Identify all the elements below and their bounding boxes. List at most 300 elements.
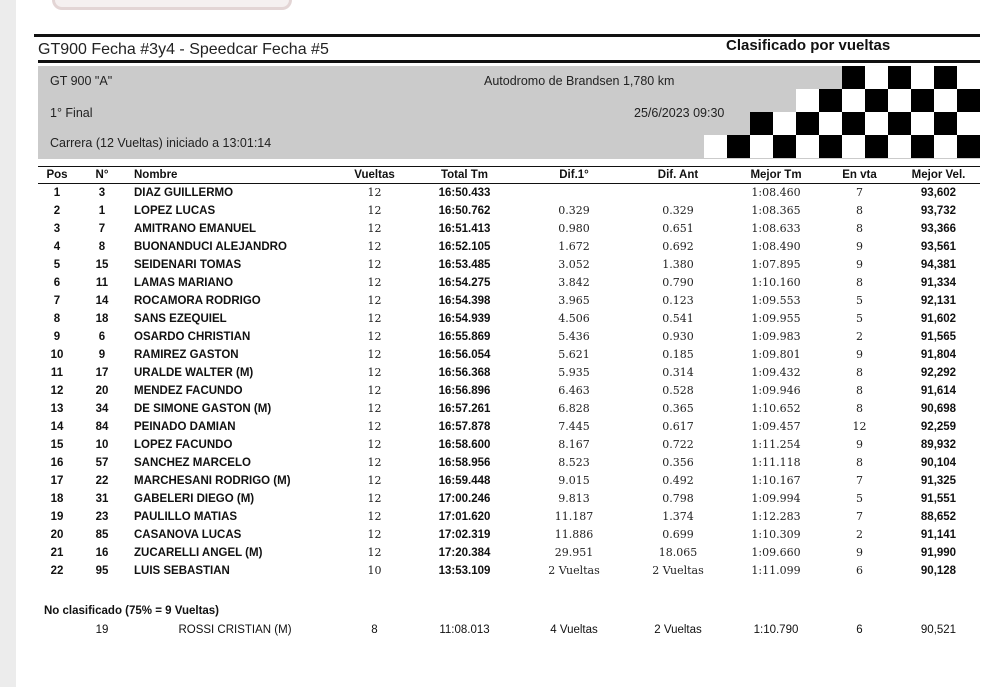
cell-diff-prev xyxy=(626,184,730,202)
col-header-name: Nombre xyxy=(128,167,342,184)
cell-total-time: 16:54.275 xyxy=(438,276,491,289)
cell-number: 57 xyxy=(95,456,109,469)
cell-in-lap: 8 xyxy=(856,222,863,235)
cell-in-lap: 6 xyxy=(856,564,863,577)
cell-name: CASANOVA LUCAS xyxy=(134,528,242,541)
cell-best-speed: 91,565 xyxy=(920,330,957,343)
cell-name: BUONANDUCI ALEJANDRO xyxy=(134,240,287,253)
datetime-label: 25/6/2023 09:30 xyxy=(634,106,725,120)
category-label: GT 900 "A" xyxy=(50,74,113,88)
table-row xyxy=(38,220,980,238)
table-row xyxy=(38,472,980,490)
cell-total-time: 11:08.013 xyxy=(439,624,490,636)
cell-in-lap: 7 xyxy=(856,474,863,487)
cell-pos: 7 xyxy=(53,294,61,307)
cell-name: PAULILLO MATIAS xyxy=(134,510,238,523)
cell-in-lap: 5 xyxy=(856,492,863,505)
cell-in-lap: 6 xyxy=(856,624,863,636)
cell-best-time: 1:12.283 xyxy=(751,510,801,523)
cell-diff-prev: 0.699 xyxy=(662,528,694,541)
flag-square xyxy=(934,112,957,135)
cell-number: 84 xyxy=(95,420,109,433)
flag-square xyxy=(957,135,980,158)
cell-name: PEINADO DAMIAN xyxy=(134,420,236,433)
flag-square xyxy=(865,66,888,89)
cell-number: 85 xyxy=(95,528,109,541)
table-row xyxy=(38,508,980,526)
table-row xyxy=(38,256,980,274)
cell-diff-prev: 0.528 xyxy=(662,384,694,397)
cell-diff-prev: 0.930 xyxy=(662,330,694,343)
cell-diff-first: 6.463 xyxy=(558,384,590,397)
cell-diff-first: 11.886 xyxy=(554,528,594,541)
cell-pos: 20 xyxy=(50,528,64,541)
flag-square xyxy=(773,135,796,158)
cell-diff-first: 4.506 xyxy=(558,312,590,325)
table-row xyxy=(38,454,980,472)
table-row xyxy=(38,202,980,220)
cell-pos: 9 xyxy=(53,330,61,343)
cell-best-speed: 93,561 xyxy=(920,240,957,253)
cell-name: ROCAMORA RODRIGO xyxy=(134,294,261,307)
cell-diff-prev: 0.492 xyxy=(662,474,694,487)
cell-in-lap: 7 xyxy=(856,510,863,523)
cell-number: 95 xyxy=(95,564,109,577)
cell-total-time: 16:58.600 xyxy=(438,438,491,451)
flag-square xyxy=(842,89,865,112)
flag-square xyxy=(842,135,865,158)
cell-best-speed: 91,334 xyxy=(920,276,957,289)
col-header-diff-first: Dif.1° xyxy=(522,167,626,184)
flag-square xyxy=(750,112,773,135)
race-info-label: Carrera (12 Vueltas) iniciado a 13:01:14 xyxy=(50,136,272,150)
cell-pos: 16 xyxy=(50,456,64,469)
cell-diff-prev: 2 Vueltas xyxy=(654,624,702,636)
cell-best-time: 1:11.254 xyxy=(751,438,801,451)
table-row xyxy=(38,346,980,364)
cell-best-time: 1:11.099 xyxy=(751,564,801,577)
cell-diff-first: 1.672 xyxy=(558,240,590,253)
not-classified-label: No clasificado (75% = 9 Vueltas) xyxy=(44,605,220,617)
cell-total-time: 17:02.319 xyxy=(438,528,491,541)
cell-laps: 12 xyxy=(367,546,382,559)
cell-best-speed: 91,325 xyxy=(920,474,957,487)
cell-name: DIAZ GUILLERMO xyxy=(134,186,234,199)
cell-best-speed: 91,614 xyxy=(920,384,957,397)
table-row xyxy=(38,364,980,382)
cell-pos: 14 xyxy=(50,420,64,433)
cell-best-speed: 92,131 xyxy=(920,294,957,307)
cell-number: 9 xyxy=(98,348,106,361)
flag-square xyxy=(911,112,934,135)
cell-in-lap: 8 xyxy=(856,276,863,289)
header-rule xyxy=(38,60,980,63)
cell-diff-prev: 1.374 xyxy=(662,510,694,523)
cell-pos: 15 xyxy=(50,438,64,451)
top-tab-edge xyxy=(52,0,292,10)
table-row xyxy=(38,544,980,562)
cell-total-time: 16:57.261 xyxy=(438,402,491,415)
cell-best-speed: 91,602 xyxy=(920,312,957,325)
cell-number: 19 xyxy=(95,624,109,636)
cell-laps: 8 xyxy=(371,624,378,636)
flag-square xyxy=(865,112,888,135)
cell-total-time: 16:56.054 xyxy=(438,348,491,361)
cell-total-time: 16:56.896 xyxy=(438,384,491,397)
cell-pos: 8 xyxy=(53,312,61,325)
cell-name: RAMIREZ GASTON xyxy=(134,348,239,361)
cell-number: 7 xyxy=(98,222,106,235)
col-header-best-speed: Mejor Vel. xyxy=(897,167,980,184)
cell-laps: 12 xyxy=(367,438,382,451)
cell-best-speed: 91,141 xyxy=(920,528,957,541)
cell-in-lap: 5 xyxy=(856,294,863,307)
flag-square xyxy=(865,135,888,158)
cell-best-time: 1:09.983 xyxy=(751,330,801,343)
cell-number: 1 xyxy=(98,204,106,217)
flag-square xyxy=(819,89,842,112)
cell-laps: 12 xyxy=(367,528,382,541)
cell-laps: 12 xyxy=(367,420,382,433)
flag-square xyxy=(796,89,819,112)
col-header-laps: Vueltas xyxy=(342,167,407,184)
cell-in-lap: 5 xyxy=(856,312,863,325)
table-row xyxy=(38,621,980,639)
cell-number: 14 xyxy=(95,294,109,307)
cell-laps: 12 xyxy=(367,492,382,505)
flag-square xyxy=(888,89,911,112)
cell-best-speed: 92,259 xyxy=(920,420,957,433)
cell-best-time: 1:09.955 xyxy=(751,312,801,325)
flag-square xyxy=(750,135,773,158)
flag-square xyxy=(957,89,980,112)
cell-best-time: 1:09.660 xyxy=(751,546,801,559)
flag-square xyxy=(819,112,842,135)
table-row xyxy=(38,274,980,292)
cell-best-time: 1:07.895 xyxy=(751,258,801,271)
cell-name: URALDE WALTER (M) xyxy=(134,366,254,379)
cell-name: LOPEZ LUCAS xyxy=(134,204,216,217)
cell-best-time: 1:10.790 xyxy=(753,624,799,636)
cell-pos: 12 xyxy=(50,384,64,397)
cell-diff-first: 29.951 xyxy=(554,546,594,559)
cell-name: MENDEZ FACUNDO xyxy=(134,384,243,397)
flag-square xyxy=(934,89,957,112)
cell-best-speed: 94,381 xyxy=(920,258,957,271)
cell-diff-prev: 0.329 xyxy=(662,204,694,217)
session-label: 1° Final xyxy=(50,106,93,120)
cell-laps: 12 xyxy=(367,384,382,397)
table-row xyxy=(38,310,980,328)
cell-number: 18 xyxy=(95,312,109,325)
cell-diff-prev: 0.314 xyxy=(662,366,694,379)
flag-square xyxy=(934,135,957,158)
cell-name: LUIS SEBASTIAN xyxy=(134,564,230,577)
cell-pos: 21 xyxy=(50,546,64,559)
cell-diff-prev: 0.798 xyxy=(662,492,694,505)
cell-total-time: 16:54.398 xyxy=(438,294,491,307)
cell-name: GABELERI DIEGO (M) xyxy=(134,492,255,505)
cell-number: 10 xyxy=(95,438,109,451)
cell-total-time: 16:55.869 xyxy=(438,330,491,343)
cell-total-time: 16:51.413 xyxy=(438,222,491,235)
cell-diff-first: 0.980 xyxy=(558,222,590,235)
flag-square xyxy=(819,135,842,158)
cell-pos: 19 xyxy=(50,510,64,523)
cell-in-lap: 8 xyxy=(856,366,863,379)
cell-number: 3 xyxy=(98,186,106,199)
cell-diff-first: 6.828 xyxy=(558,402,590,415)
cell-best-speed: 90,104 xyxy=(920,456,957,469)
cell-number: 11 xyxy=(95,276,109,289)
cell-pos: 13 xyxy=(50,402,64,415)
race-info-panel xyxy=(38,66,980,159)
cell-number: 16 xyxy=(95,546,109,559)
cell-diff-first xyxy=(522,184,626,202)
cell-laps: 12 xyxy=(367,366,382,379)
flag-square xyxy=(888,66,911,89)
cell-diff-first: 3.965 xyxy=(558,294,590,307)
checkered-flag-icon xyxy=(689,66,980,159)
flag-square xyxy=(796,112,819,135)
cell-pos: 2 xyxy=(53,204,61,217)
cell-laps: 12 xyxy=(367,456,382,469)
col-header-pos: Pos xyxy=(38,167,76,184)
flag-square xyxy=(957,112,980,135)
cell-laps: 12 xyxy=(367,204,382,217)
cell-best-time: 1:08.490 xyxy=(751,240,801,253)
cell-in-lap: 9 xyxy=(856,258,863,271)
cell-diff-first: 2 Vueltas xyxy=(548,564,600,577)
cell-laps: 12 xyxy=(367,186,382,200)
cell-diff-first: 3.052 xyxy=(558,258,590,271)
cell-diff-prev: 1.380 xyxy=(662,258,694,271)
table-row xyxy=(38,436,980,454)
cell-laps: 12 xyxy=(367,348,382,361)
cell-best-speed: 90,128 xyxy=(920,564,957,577)
cell-total-time: 16:53.485 xyxy=(438,258,491,271)
flag-square xyxy=(911,66,934,89)
cell-best-speed: 93,732 xyxy=(920,204,957,217)
flag-square xyxy=(888,135,911,158)
cell-diff-first: 8.167 xyxy=(558,438,590,451)
cell-laps: 12 xyxy=(367,510,382,523)
cell-total-time: 16:50.433 xyxy=(438,186,491,199)
cell-pos: 22 xyxy=(50,564,64,577)
cell-in-lap: 2 xyxy=(856,528,863,541)
cell-number: 22 xyxy=(95,474,109,487)
results-header-row xyxy=(38,167,980,184)
cell-best-time: 1:09.432 xyxy=(751,366,801,379)
table-row xyxy=(38,184,980,202)
cell-best-time: 1:08.460 xyxy=(751,186,801,200)
cell-number: 31 xyxy=(95,492,109,505)
cell-best-speed: 91,990 xyxy=(920,546,957,559)
cell-diff-first: 3.842 xyxy=(558,276,590,289)
table-row xyxy=(38,562,980,580)
cell-name: AMITRANO EMANUEL xyxy=(134,222,257,235)
cell-pos: 11 xyxy=(50,366,64,379)
cell-in-lap: 7 xyxy=(856,186,863,200)
cell-diff-first: 9.015 xyxy=(558,474,590,487)
cell-name: SANS EZEQUIEL xyxy=(134,312,227,325)
table-row xyxy=(38,418,980,436)
cell-in-lap: 8 xyxy=(856,456,863,469)
cell-laps: 12 xyxy=(367,276,382,289)
cell-diff-first: 8.523 xyxy=(558,456,590,469)
cell-laps: 12 xyxy=(367,402,382,415)
cell-pos: 10 xyxy=(50,348,64,361)
cell-name: DE SIMONE GASTON (M) xyxy=(134,402,272,415)
flag-square xyxy=(727,135,750,158)
cell-diff-prev: 0.365 xyxy=(662,402,694,415)
cell-name: ZUCARELLI ANGEL (M) xyxy=(134,546,263,559)
cell-name: LOPEZ FACUNDO xyxy=(134,438,233,451)
page-title: GT900 Fecha #3y4 - Speedcar Fecha #5 xyxy=(38,41,329,58)
cell-number: 34 xyxy=(95,402,109,415)
cell-in-lap: 2 xyxy=(856,330,863,343)
col-header-total-time: Total Tm xyxy=(407,167,522,184)
results-table xyxy=(38,166,980,580)
cell-best-speed: 91,551 xyxy=(920,492,957,505)
flag-square xyxy=(934,66,957,89)
flag-square xyxy=(911,89,934,112)
cell-best-speed: 91,804 xyxy=(920,348,957,361)
col-header-diff-prev: Dif. Ant xyxy=(626,167,730,184)
classification-label: Clasificado por vueltas xyxy=(726,37,891,54)
cell-best-speed: 89,932 xyxy=(920,438,957,451)
cell-total-time: 16:54.939 xyxy=(438,312,491,325)
cell-laps: 12 xyxy=(367,258,382,271)
cell-best-time: 1:10.160 xyxy=(751,276,801,289)
cell-total-time: 16:50.762 xyxy=(438,204,491,217)
cell-total-time: 16:56.368 xyxy=(438,366,491,379)
cell-diff-prev: 0.790 xyxy=(662,276,694,289)
flag-square xyxy=(957,66,980,89)
cell-best-time: 1:09.553 xyxy=(751,294,801,307)
col-header-in-lap: En vta xyxy=(822,167,897,184)
flag-square xyxy=(911,135,934,158)
cell-in-lap: 8 xyxy=(856,384,863,397)
cell-diff-first: 7.445 xyxy=(558,420,590,433)
cell-total-time: 13:53.109 xyxy=(438,564,491,577)
cell-diff-first: 5.621 xyxy=(558,348,590,361)
cell-in-lap: 9 xyxy=(856,438,863,451)
cell-pos: 5 xyxy=(53,258,61,271)
cell-best-speed: 90,698 xyxy=(920,402,957,415)
cell-pos: 1 xyxy=(53,186,61,199)
cell-diff-prev: 0.541 xyxy=(662,312,694,325)
cell-best-time: 1:08.365 xyxy=(751,204,801,217)
table-row xyxy=(38,292,980,310)
table-row xyxy=(38,238,980,256)
cell-in-lap: 9 xyxy=(856,240,863,253)
flag-square xyxy=(842,112,865,135)
flag-square xyxy=(773,112,796,135)
flag-square xyxy=(888,112,911,135)
cell-best-time: 1:09.801 xyxy=(751,348,801,361)
cell-in-lap: 8 xyxy=(856,204,863,217)
cell-diff-prev: 0.692 xyxy=(662,240,694,253)
cell-laps: 10 xyxy=(367,564,382,577)
cell-name: ROSSI CRISTIAN (M) xyxy=(178,624,292,636)
cell-name: SANCHEZ MARCELO xyxy=(134,456,251,469)
cell-diff-prev: 0.617 xyxy=(662,420,694,433)
cell-diff-prev: 0.185 xyxy=(662,348,694,361)
cell-in-lap: 8 xyxy=(856,402,863,415)
cell-total-time: 16:59.448 xyxy=(438,474,491,487)
cell-best-time: 1:09.457 xyxy=(751,420,801,433)
cell-laps: 12 xyxy=(367,222,382,235)
cell-in-lap: 12 xyxy=(852,420,867,433)
cell-total-time: 16:57.878 xyxy=(438,420,491,433)
cell-pos: 6 xyxy=(53,276,61,289)
not-classified-table xyxy=(38,621,980,639)
cell-in-lap: 9 xyxy=(856,348,863,361)
table-row xyxy=(38,526,980,544)
flag-square xyxy=(842,66,865,89)
cell-number: 8 xyxy=(98,240,106,253)
cell-laps: 12 xyxy=(367,312,382,325)
cell-number: 23 xyxy=(95,510,109,523)
cell-best-speed: 90,521 xyxy=(920,624,957,636)
cell-diff-prev: 18.065 xyxy=(658,546,698,559)
cell-best-speed: 92,292 xyxy=(920,366,957,379)
cell-best-time: 1:09.946 xyxy=(751,384,801,397)
cell-total-time: 16:52.105 xyxy=(438,240,491,253)
cell-diff-prev: 0.722 xyxy=(662,438,694,451)
cell-total-time: 17:00.246 xyxy=(438,492,491,505)
cell-number: 6 xyxy=(98,330,106,343)
cell-best-time: 1:10.309 xyxy=(751,528,801,541)
track-label: Autodromo de Brandsen 1,780 km xyxy=(484,74,675,88)
cell-diff-prev: 0.356 xyxy=(662,456,694,469)
cell-best-time: 1:11.118 xyxy=(751,456,801,469)
cell-best-time: 1:08.633 xyxy=(751,222,801,235)
cell-pos xyxy=(38,621,76,639)
cell-pos: 18 xyxy=(50,492,64,505)
cell-pos: 3 xyxy=(53,222,61,235)
cell-laps: 12 xyxy=(367,294,382,307)
cell-diff-first: 0.329 xyxy=(558,204,590,217)
cell-number: 15 xyxy=(95,258,109,271)
cell-best-speed: 93,602 xyxy=(920,186,957,199)
cell-name: LAMAS MARIANO xyxy=(134,276,234,289)
flag-square xyxy=(796,135,819,158)
cell-total-time: 16:58.956 xyxy=(438,456,491,469)
cell-name: MARCHESANI RODRIGO (M) xyxy=(134,474,291,487)
flag-square xyxy=(704,135,727,158)
cell-number: 20 xyxy=(95,384,109,397)
table-row xyxy=(38,382,980,400)
cell-best-time: 1:10.167 xyxy=(751,474,801,487)
table-row xyxy=(38,490,980,508)
cell-diff-prev: 2 Vueltas xyxy=(652,564,704,577)
col-header-best-time: Mejor Tm xyxy=(730,167,822,184)
table-row xyxy=(38,400,980,418)
cell-total-time: 17:01.620 xyxy=(438,510,491,523)
cell-name: OSARDO CHRISTIAN xyxy=(134,330,251,343)
cell-best-speed: 93,366 xyxy=(920,222,957,235)
cell-best-speed: 88,652 xyxy=(920,510,957,523)
cell-number: 17 xyxy=(95,366,109,379)
cell-laps: 12 xyxy=(367,240,382,253)
cell-best-time: 1:09.994 xyxy=(751,492,801,505)
cell-diff-first: 4 Vueltas xyxy=(550,624,598,636)
cell-diff-first: 11.187 xyxy=(554,510,594,523)
cell-diff-first: 9.813 xyxy=(558,492,590,505)
cell-in-lap: 9 xyxy=(856,546,863,559)
